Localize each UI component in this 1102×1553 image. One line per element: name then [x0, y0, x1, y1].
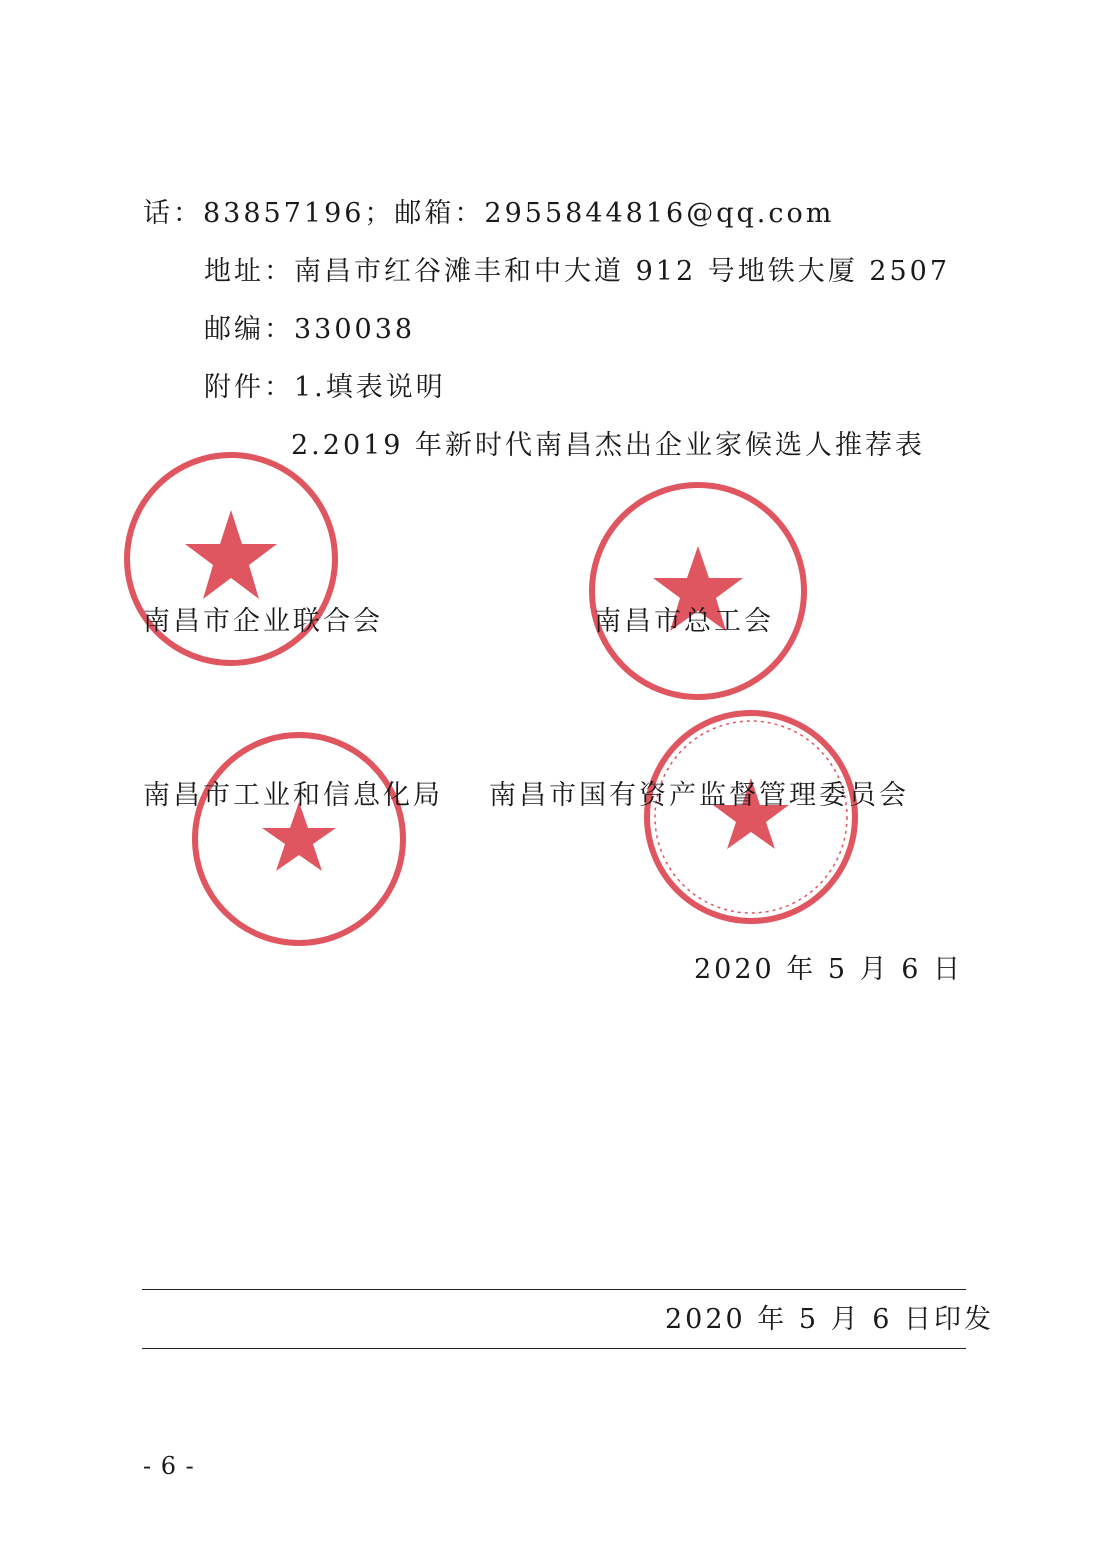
footer-bottom-rule — [142, 1348, 966, 1349]
document-date: 2020 年 5 月 6 日 — [694, 954, 963, 985]
signatory-state-assets-commission: 南昌市国有资产监督管理委员会 — [489, 780, 909, 811]
stamp-state-assets-commission — [640, 706, 862, 928]
contact-phone-email: 话：83857196；邮箱：2955844816@qq.com — [143, 198, 835, 229]
page-number: - 6 - — [143, 1452, 195, 1480]
attachment-item-1: 附件：1.填表说明 — [204, 372, 446, 403]
stamp-industry-and-it-bureau — [188, 728, 410, 950]
contact-address: 地址：南昌市红谷滩丰和中大道 912 号地铁大厦 2507 — [204, 256, 950, 287]
signatory-industry-and-it-bureau: 南昌市工业和信息化局 — [143, 780, 443, 811]
contact-postcode: 邮编：330038 — [204, 314, 416, 345]
footer-top-rule — [142, 1289, 966, 1290]
signatory-enterprise-confederation: 南昌市企业联合会 — [143, 606, 383, 637]
attachment-item-2: 2.2019 年新时代南昌杰出企业家候选人推荐表 — [291, 430, 926, 461]
signatory-federation-of-trade-unions: 南昌市总工会 — [594, 606, 774, 637]
issue-date: 2020 年 5 月 6 日印发 — [665, 1304, 994, 1335]
stamp-federation-of-trade-unions — [587, 480, 809, 702]
